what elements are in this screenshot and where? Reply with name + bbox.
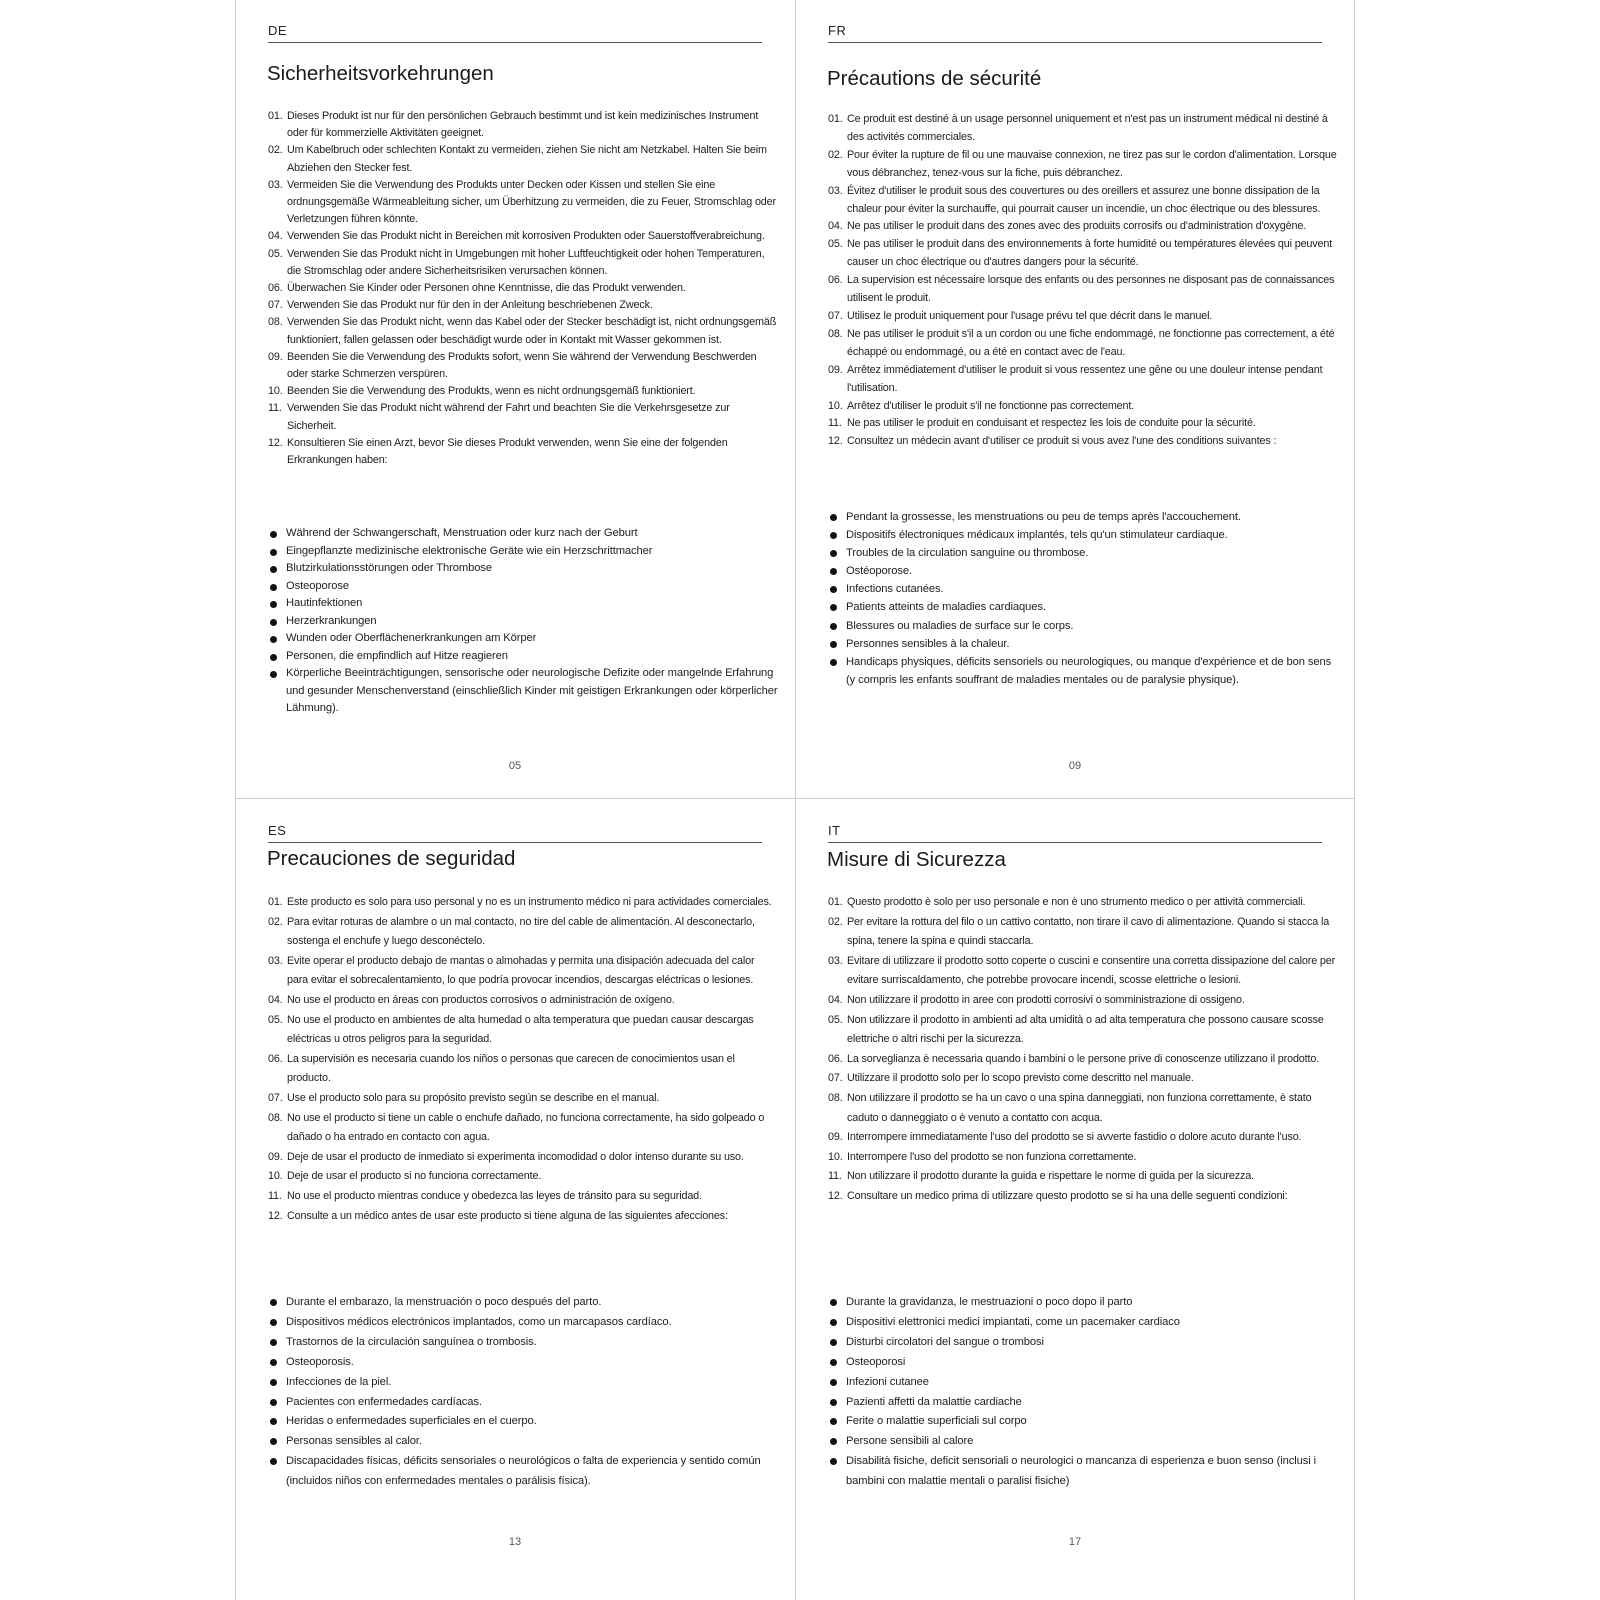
condition-bullet-item — [828, 526, 1338, 544]
safety-instruction-item — [828, 415, 1338, 433]
bullet-text: Osteoporosi — [846, 1355, 906, 1368]
bullet-dot-icon — [270, 601, 277, 608]
bullet-dot-icon — [270, 566, 277, 573]
bullet-dot-icon — [830, 550, 837, 557]
item-number: 11. — [268, 402, 282, 415]
item-number: 01. — [268, 896, 283, 908]
condition-bullet-list — [268, 525, 778, 718]
item-number: 06. — [828, 274, 843, 287]
condition-bullet-item — [268, 543, 778, 561]
safety-instruction-item — [828, 913, 1338, 952]
safety-instruction-item — [828, 1011, 1338, 1050]
page-number: 13 — [508, 1536, 522, 1548]
bullet-text: Herzerkrankungen — [286, 614, 377, 627]
safety-instruction-item — [268, 246, 778, 280]
safety-instruction-item — [828, 183, 1338, 219]
bullet-text: Blessures ou maladies de surface sur le corps. — [846, 619, 1074, 632]
item-text: Verwenden Sie das Produkt nicht in Bereichen mit korrosiven Produkten oder Sauerstoffverabreichung. — [287, 230, 765, 243]
language-code: IT — [828, 823, 841, 838]
item-text: Ne pas utiliser le produit en conduisant et respectez les lois de conduite pour la sécurité. — [847, 417, 1256, 430]
item-text: Ne pas utiliser le produit dans des zones avec des produits corrosifs ou d'administration d'oxygène. — [847, 220, 1307, 233]
header-rule — [268, 42, 762, 43]
bullet-text: Disabilità fisiche, deficit sensoriali o neurologici o mancanza di esperienza e buon senso (inclusi i bambini con malattie mentali o paralisi fisiche) — [846, 1455, 1316, 1488]
safety-instruction-item — [268, 383, 778, 400]
item-text: Ce produit est destiné à un usage personnel uniquement et n'est pas un instrument médical ni destiné à des activités commerciales. — [847, 113, 1328, 143]
bullet-text: Hautinfektionen — [286, 597, 363, 609]
safety-instruction-item — [828, 147, 1338, 183]
condition-bullet-item — [268, 1333, 778, 1353]
bullet-dot-icon — [270, 671, 277, 678]
safety-instruction-item — [828, 362, 1338, 398]
item-number: 12. — [268, 1209, 283, 1222]
item-number: 10. — [828, 1150, 843, 1163]
item-number: 05. — [828, 1013, 843, 1026]
item-text: Dieses Produkt ist nur für den persönlichen Gebrauch bestimmt und ist kein medizinisches Instrument oder für kommerzielle Aktivitäten geeignet. — [287, 110, 759, 140]
item-number: 09. — [828, 1131, 843, 1144]
bullet-text: Blutzirkulationsstörungen oder Thrombose — [286, 562, 492, 574]
bullet-dot-icon — [830, 1399, 837, 1406]
item-number: 08. — [268, 316, 283, 329]
item-number: 05. — [268, 247, 283, 260]
bullet-text: Personen, die empfindlich auf Hitze reagieren — [286, 649, 508, 662]
condition-bullet-item — [828, 1412, 1338, 1432]
item-number: 01. — [828, 896, 843, 908]
safety-instruction-item — [828, 1089, 1338, 1128]
item-text: Pour éviter la rupture de fil ou une mauvaise connexion, ne tirez pas sur le cordon d'alimentation. Lorsque vous débranchez, tenez-vous sur la fiche, puis débranchez. — [847, 148, 1337, 179]
bullet-dot-icon — [830, 1359, 837, 1366]
safety-instruction-item — [828, 111, 1338, 147]
condition-bullet-item — [828, 1373, 1338, 1393]
item-text: Deje de usar el producto si no funciona correctamente. — [287, 1170, 542, 1183]
condition-bullet-item — [828, 1313, 1338, 1333]
safety-instruction-list — [828, 893, 1338, 1207]
safety-instruction-item — [828, 398, 1338, 416]
item-text: Überwachen Sie Kinder oder Personen ohne Kenntnisse, die das Produkt verwenden. — [287, 282, 686, 295]
item-number: 04. — [828, 220, 843, 233]
safety-instruction-item — [268, 297, 778, 314]
bullet-text: Pendant la grossesse, les menstruations ou peu de temps après l'accouchement. — [846, 511, 1241, 523]
bullet-text: Persone sensibili al calore — [846, 1435, 974, 1448]
condition-bullet-item — [268, 665, 778, 718]
item-number: 09. — [268, 350, 283, 363]
safety-instruction-item — [268, 177, 778, 229]
condition-bullet-item — [268, 1432, 778, 1452]
item-text: Use el producto solo para su propósito previsto según se describe en el manual. — [287, 1091, 660, 1104]
item-text: Interrompere immediatamente l'uso del prodotto se si avverte fastidio o dolore acuto durante l'uso. — [847, 1131, 1302, 1144]
item-number: 08. — [828, 1091, 843, 1104]
item-number: 02. — [268, 915, 283, 928]
safety-instruction-list — [828, 111, 1338, 451]
bullet-dot-icon — [830, 1438, 837, 1445]
item-number: 09. — [268, 1150, 283, 1163]
item-text: Consultez un médecin avant d'utiliser ce produit si vous avez l'une des conditions suivantes : — [847, 435, 1277, 448]
item-text: Evitare di utilizzare il prodotto sotto coperte o cuscini e consentire una corretta dissipazione del calore per evitare surriscaldamento, che potrebbe provocare incendi, scosse elettriche o lesioni. — [847, 954, 1336, 987]
safety-instruction-item — [268, 400, 778, 434]
page-title: Sicherheitsvorkehrungen — [267, 62, 494, 85]
safety-instruction-item — [268, 142, 778, 176]
bullet-text: Osteoporosis. — [286, 1355, 354, 1368]
condition-bullet-list — [828, 1293, 1338, 1492]
condition-bullet-list — [828, 508, 1338, 689]
condition-bullet-item — [268, 1452, 778, 1492]
bullet-dot-icon — [270, 549, 277, 556]
item-text: Non utilizzare il prodotto in aree con prodotti corrosivi o somministrazione di ossigeno. — [847, 993, 1245, 1006]
bullet-text: Troubles de la circulation sanguine ou thrombose. — [846, 547, 1089, 560]
item-text: Verwenden Sie das Produkt nicht während der Fahrt und beachten Sie die Verkehrsgesetze zur Sicherheit. — [287, 402, 730, 432]
item-text: Interrompere l'uso del prodotto se non funziona correttamente. — [847, 1150, 1137, 1163]
item-number: 11. — [268, 1189, 282, 1202]
manual-page-de — [235, 0, 795, 800]
item-text: No use el producto en ambientes de alta humedad o alta temperatura que puedan causar descargas eléctricas u otros peligros para la seguridad. — [287, 1013, 754, 1046]
condition-bullet-item — [268, 613, 778, 631]
condition-bullet-item — [828, 1333, 1338, 1353]
item-text: Evite operar el producto debajo de mantas o almohadas y permita una disipación adecuada del calor para evitar el sobrecalentamiento, lo que podría provocar incendios, descargas eléctricas o lesiones. — [287, 954, 755, 987]
item-number: 07. — [268, 1091, 283, 1104]
language-code: ES — [268, 823, 287, 838]
page-number: 17 — [1068, 1536, 1082, 1548]
condition-bullet-item — [268, 1353, 778, 1373]
item-number: 01. — [268, 110, 283, 122]
safety-instruction-item — [268, 1207, 778, 1227]
item-number: 03. — [268, 954, 283, 967]
item-text: No use el producto si tiene un cable o enchufe dañado, no funciona correctamente, ha sido golpeado o dañado o ha entrado en contacto con agua. — [287, 1111, 765, 1144]
safety-instruction-item — [268, 1089, 778, 1109]
bullet-text: Infections cutanées. — [846, 583, 944, 596]
item-number: 07. — [268, 299, 283, 312]
safety-instruction-item — [828, 326, 1338, 362]
item-text: Este producto es solo para uso personal y no es un instrumento médico ni para actividades comerciales. — [287, 896, 772, 908]
safety-instruction-item — [828, 218, 1338, 236]
item-text: Non utilizzare il prodotto se ha un cavo o una spina danneggiati, non funziona correttamente, è stato caduto o danneggiato o è venuto a contatto con acqua. — [847, 1091, 1312, 1124]
bullet-dot-icon — [270, 1438, 277, 1445]
item-text: Questo prodotto è solo per uso personale e non è uno strumento medico o per attività commerciali. — [847, 896, 1306, 908]
item-text: Ne pas utiliser le produit s'il a un cordon ou une fiche endommagé, ne fonctionne pas correctement, a été échappé ou endommagé, ou a été en contact avec de l'eau. — [847, 327, 1335, 358]
page-title: Précautions de sécurité — [827, 67, 1042, 90]
condition-bullet-item — [268, 560, 778, 578]
bullet-text: Personas sensibles al calor. — [286, 1435, 422, 1448]
manual-spread — [235, 0, 1355, 1600]
condition-bullet-item — [268, 1412, 778, 1432]
bullet-dot-icon — [830, 514, 837, 521]
bullet-dot-icon — [830, 1379, 837, 1386]
bullet-dot-icon — [830, 623, 837, 630]
item-text: Verwenden Sie das Produkt nicht, wenn das Kabel oder der Stecker beschädigt ist, nicht ordnungsgemäß funktioniert, fallen gelassen oder beschädigt wurde oder in Kontakt mit Wasser gekommen ist. — [287, 316, 777, 346]
item-text: Consultare un medico prima di utilizzare questo prodotto se si ha una delle seguenti condizioni: — [847, 1189, 1288, 1202]
bullet-text: Ferite o malattie superficiali sul corpo — [846, 1415, 1027, 1428]
safety-instruction-item — [268, 108, 778, 142]
item-text: Konsultieren Sie einen Arzt, bevor Sie dieses Produkt verwenden, wenn Sie eine der folgenden Erkrankungen haben: — [287, 436, 728, 467]
item-number: 06. — [268, 1052, 283, 1065]
item-text: Um Kabelbruch oder schlechten Kontakt zu vermeiden, ziehen Sie nicht am Netzkabel. Halten Sie beim Abziehen den Stecker fest. — [287, 144, 767, 174]
condition-bullet-item — [268, 578, 778, 596]
condition-bullet-item — [268, 1293, 778, 1313]
item-number: 07. — [828, 309, 843, 322]
page-number: 09 — [1068, 760, 1082, 772]
bullet-text: Dispositifs électroniques médicaux implantés, tels qu'un stimulateur cardiaque. — [846, 529, 1228, 542]
item-text: Non utilizzare il prodotto durante la guida e rispettare le norme di guida per la sicurezza. — [847, 1170, 1254, 1183]
condition-bullet-item — [828, 635, 1338, 653]
item-number: 03. — [828, 954, 843, 967]
condition-bullet-item — [828, 1353, 1338, 1373]
manual-page-fr — [795, 0, 1355, 800]
item-text: La sorveglianza è necessaria quando i bambini o le persone prive di conoscenze utilizzano il prodotto. — [847, 1052, 1320, 1065]
item-text: Arrêtez immédiatement d'utiliser le produit si vous ressentez une gêne ou une douleur intense pendant l'utilisation. — [847, 363, 1323, 394]
condition-bullet-item — [828, 617, 1338, 635]
safety-instruction-item — [828, 991, 1338, 1011]
safety-instruction-item — [268, 1011, 778, 1050]
condition-bullet-item — [828, 1452, 1338, 1492]
item-text: Consulte a un médico antes de usar este producto si tiene alguna de las siguientes afecciones: — [287, 1209, 728, 1222]
item-text: No use el producto mientras conduce y obedezca las leyes de tránsito para su seguridad. — [287, 1189, 702, 1202]
item-number: 11. — [828, 1170, 842, 1183]
bullet-text: Durante la gravidanza, le mestruazioni o poco dopo il parto — [846, 1296, 1133, 1308]
item-text: Non utilizzare il prodotto in ambienti ad alta umidità o ad alta temperatura che possono causare scosse elettriche o altri rischi per la sicurezza. — [847, 1013, 1324, 1046]
condition-bullet-item — [828, 1432, 1338, 1452]
bullet-dot-icon — [270, 1418, 277, 1425]
safety-instruction-item — [828, 893, 1338, 913]
safety-instruction-item — [268, 991, 778, 1011]
bullet-text: Durante el embarazo, la menstruación o poco después del parto. — [286, 1296, 602, 1308]
condition-bullet-item — [268, 648, 778, 666]
bullet-text: Pazienti affetti da malattie cardiache — [846, 1395, 1022, 1408]
bullet-text: Patients atteints de maladies cardiaques. — [846, 601, 1046, 614]
condition-bullet-item — [828, 1293, 1338, 1313]
item-text: Évitez d'utiliser le produit sous des couvertures ou des oreillers et assurez une bonne dissipation de la chaleur pour éviter la surchauffe, qui pourrait causer un incendie, un choc électrique ou des blessures. — [847, 184, 1321, 215]
bullet-dot-icon — [830, 1339, 837, 1346]
condition-bullet-item — [268, 1313, 778, 1333]
item-number: 05. — [268, 1013, 283, 1026]
bullet-text: Dispositivos médicos electrónicos implantados, como un marcapasos cardíaco. — [286, 1315, 672, 1328]
item-text: Ne pas utiliser le produit dans des environnements à forte humidité ou températures élevées qui peuvent causer un choc électrique ou d'autres dangers pour la sécurité. — [847, 238, 1333, 269]
item-text: Utilizzare il prodotto solo per lo scopo previsto come descritto nel manuale. — [847, 1072, 1194, 1085]
safety-instruction-item — [828, 433, 1338, 451]
safety-instruction-list — [268, 893, 778, 1226]
bullet-text: Infecciones de la piel. — [286, 1375, 392, 1388]
safety-instruction-item — [828, 1050, 1338, 1070]
safety-instruction-item — [268, 1050, 778, 1089]
header-rule — [268, 842, 762, 843]
item-text: Beenden Sie die Verwendung des Produkts sofort, wenn Sie während der Verwendung Beschwerden oder starke Schmerzen verspüren. — [287, 350, 757, 381]
item-number: 05. — [828, 238, 843, 251]
item-number: 11. — [828, 417, 842, 430]
safety-instruction-item — [268, 1167, 778, 1187]
safety-instruction-list — [268, 108, 778, 469]
safety-instruction-item — [268, 893, 778, 913]
language-code: FR — [828, 23, 847, 38]
safety-instruction-item — [268, 1148, 778, 1168]
item-number: 01. — [828, 113, 843, 125]
bullet-text: Infezioni cutanee — [846, 1375, 929, 1388]
safety-instruction-item — [828, 308, 1338, 326]
item-text: Per evitare la rottura del filo o un cattivo contatto, non tirare il cavo di alimentazione. Quando si stacca la spina, tenere la spina e quindi staccarla. — [847, 915, 1330, 948]
safety-instruction-item — [828, 236, 1338, 272]
bullet-text: Pacientes con enfermedades cardíacas. — [286, 1395, 482, 1408]
bullet-text: Disturbi circolatori del sangue o trombosi — [846, 1335, 1044, 1348]
bullet-dot-icon — [270, 1299, 277, 1306]
item-number: 06. — [828, 1052, 843, 1065]
safety-instruction-item — [268, 314, 778, 348]
manual-page-it — [795, 800, 1355, 1600]
condition-bullet-item — [828, 562, 1338, 580]
item-number: 04. — [268, 993, 283, 1006]
bullet-dot-icon — [830, 1299, 837, 1306]
item-number: 12. — [828, 1189, 843, 1202]
bullet-dot-icon — [830, 1319, 837, 1326]
bullet-dot-icon — [270, 1339, 277, 1346]
safety-instruction-item — [828, 952, 1338, 991]
bullet-dot-icon — [830, 1458, 837, 1465]
manual-page-es — [235, 800, 795, 1600]
condition-bullet-item — [268, 595, 778, 613]
bullet-dot-icon — [830, 641, 837, 648]
bullet-dot-icon — [270, 619, 277, 626]
bullet-text: Körperliche Beeinträchtigungen, sensorische oder neurologische Defizite oder mangelnde Erfahrung und gesunder Menschenverstand (einschließlich Kinder mit geistigen Erkrankungen oder körperlicher Lähmung). — [286, 667, 778, 714]
item-number: 09. — [828, 363, 843, 376]
bullet-dot-icon — [270, 1458, 277, 1465]
bullet-text: Heridas o enfermedades superficiales en el cuerpo. — [286, 1415, 537, 1428]
safety-instruction-item — [268, 280, 778, 297]
bullet-text: Eingepflanzte medizinische elektronische Geräte wie ein Herzschrittmacher — [286, 544, 653, 557]
condition-bullet-item — [268, 630, 778, 648]
page-divider-vertical — [795, 800, 796, 1600]
item-number: 12. — [268, 436, 283, 449]
bullet-text: Handicaps physiques, déficits sensoriels ou neurologiques, ou manque d'expérience et de bon sens (y compris les enfants souffrant de maladies mentales ou de paralysie physique). — [846, 655, 1332, 686]
bullet-text: Während der Schwangerschaft, Menstruation oder kurz nach der Geburt — [286, 527, 638, 539]
bullet-text: Wunden oder Oberflächenerkrankungen am Körper — [286, 632, 537, 644]
bullet-text: Discapacidades físicas, déficits sensoriales o neurológicos o falta de experiencia y sentido común (incluidos niños con enfermedades mentales o parálisis física). — [286, 1455, 761, 1488]
bullet-dot-icon — [830, 532, 837, 539]
safety-instruction-item — [828, 1187, 1338, 1207]
condition-bullet-item — [828, 598, 1338, 616]
item-text: Arrêtez d'utiliser le produit s'il ne fonctionne pas correctement. — [847, 399, 1135, 412]
item-number: 03. — [268, 178, 283, 191]
item-text: La supervision est nécessaire lorsque des enfants ou des personnes ne disposant pas de connaissances utilisent le produit. — [847, 274, 1335, 305]
condition-bullet-item — [828, 1393, 1338, 1413]
bullet-dot-icon — [830, 604, 837, 611]
safety-instruction-item — [268, 1109, 778, 1148]
condition-bullet-item — [828, 508, 1338, 526]
bullet-text: Osteoporose — [286, 579, 349, 592]
condition-bullet-item — [268, 1373, 778, 1393]
item-number: 12. — [828, 435, 843, 448]
item-text: Verwenden Sie das Produkt nur für den in der Anleitung beschriebenen Zweck. — [287, 299, 653, 312]
item-text: Utilisez le produit uniquement pour l'usage prévu tel que décrit dans le manuel. — [847, 309, 1213, 322]
bullet-text: Personnes sensibles à la chaleur. — [846, 637, 1010, 650]
item-text: Deje de usar el producto de inmediato si experimenta incomodidad o dolor intenso durante su uso. — [287, 1150, 744, 1163]
safety-instruction-item — [828, 1128, 1338, 1148]
item-number: 08. — [828, 327, 843, 340]
item-number: 08. — [268, 1111, 283, 1124]
bullet-dot-icon — [270, 1319, 277, 1326]
item-number: 04. — [268, 230, 283, 243]
safety-instruction-item — [828, 1167, 1338, 1187]
page-divider-vertical — [795, 0, 796, 800]
bullet-dot-icon — [270, 636, 277, 643]
safety-instruction-item — [268, 435, 778, 469]
item-number: 10. — [268, 385, 283, 398]
header-rule — [828, 42, 1322, 43]
condition-bullet-item — [828, 653, 1338, 689]
bullet-dot-icon — [830, 659, 837, 666]
safety-instruction-item — [268, 952, 778, 991]
item-number: 02. — [268, 144, 283, 157]
item-number: 07. — [828, 1072, 843, 1085]
item-text: Vermeiden Sie die Verwendung des Produkts unter Decken oder Kissen und stellen Sie eine ordnungsgemäße Wärmeableitung sicher, um Überhitzung zu vermeiden, die zu Feuer, Stromschlag oder Verletzungen führen könnte. — [287, 178, 776, 226]
header-rule — [828, 842, 1322, 843]
safety-instruction-item — [268, 349, 778, 383]
safety-instruction-item — [268, 913, 778, 952]
bullet-dot-icon — [270, 1379, 277, 1386]
item-number: 02. — [828, 148, 843, 161]
item-text: No use el producto en áreas con productos corrosivos o administración de oxígeno. — [287, 993, 675, 1006]
language-code: DE — [268, 23, 288, 38]
outer-right-border — [1354, 0, 1355, 800]
safety-instruction-item — [268, 228, 778, 245]
bullet-text: Dispositivi elettronici medici impiantati, come un pacemaker cardiaco — [846, 1315, 1180, 1328]
bullet-dot-icon — [270, 1399, 277, 1406]
condition-bullet-item — [268, 1393, 778, 1413]
condition-bullet-item — [828, 580, 1338, 598]
bullet-dot-icon — [270, 584, 277, 591]
bullet-dot-icon — [270, 654, 277, 661]
bullet-text: Ostéoporose. — [846, 565, 912, 578]
bullet-dot-icon — [270, 1359, 277, 1366]
item-text: Para evitar roturas de alambre o un mal contacto, no tire del cable de alimentación. Al desconectarlo, sostenga el enchufe y luego desconéctelo. — [287, 915, 755, 948]
bullet-dot-icon — [270, 531, 277, 538]
condition-bullet-item — [828, 544, 1338, 562]
item-text: La supervisión es necesaria cuando los niños o personas que carecen de conocimientos usan el producto. — [287, 1052, 735, 1085]
condition-bullet-list — [268, 1293, 778, 1492]
bullet-dot-icon — [830, 568, 837, 575]
page-title: Precauciones de seguridad — [267, 847, 516, 870]
bullet-text: Trastornos de la circulación sanguínea o trombosis. — [286, 1335, 537, 1348]
safety-instruction-item — [828, 1148, 1338, 1168]
item-number: 06. — [268, 282, 283, 295]
item-number: 03. — [828, 184, 843, 197]
outer-right-border — [1354, 800, 1355, 1600]
item-number: 02. — [828, 915, 843, 928]
bullet-dot-icon — [830, 586, 837, 593]
bullet-dot-icon — [830, 1418, 837, 1425]
condition-bullet-item — [268, 525, 778, 543]
page-title: Misure di Sicurezza — [827, 848, 1006, 871]
safety-instruction-item — [828, 272, 1338, 308]
item-text: Verwenden Sie das Produkt nicht in Umgebungen mit hoher Luftfeuchtigkeit oder hohen Temperaturen, die Stromschlag oder andere Sicherheitsrisiken verursachen können. — [287, 247, 765, 277]
item-text: Beenden Sie die Verwendung des Produkts, wenn es nicht ordnungsgemäß funktioniert. — [287, 385, 696, 398]
page-number: 05 — [508, 760, 522, 772]
item-number: 04. — [828, 993, 843, 1006]
item-number: 10. — [828, 399, 843, 412]
safety-instruction-item — [268, 1187, 778, 1207]
item-number: 10. — [268, 1170, 283, 1183]
safety-instruction-item — [828, 1069, 1338, 1089]
